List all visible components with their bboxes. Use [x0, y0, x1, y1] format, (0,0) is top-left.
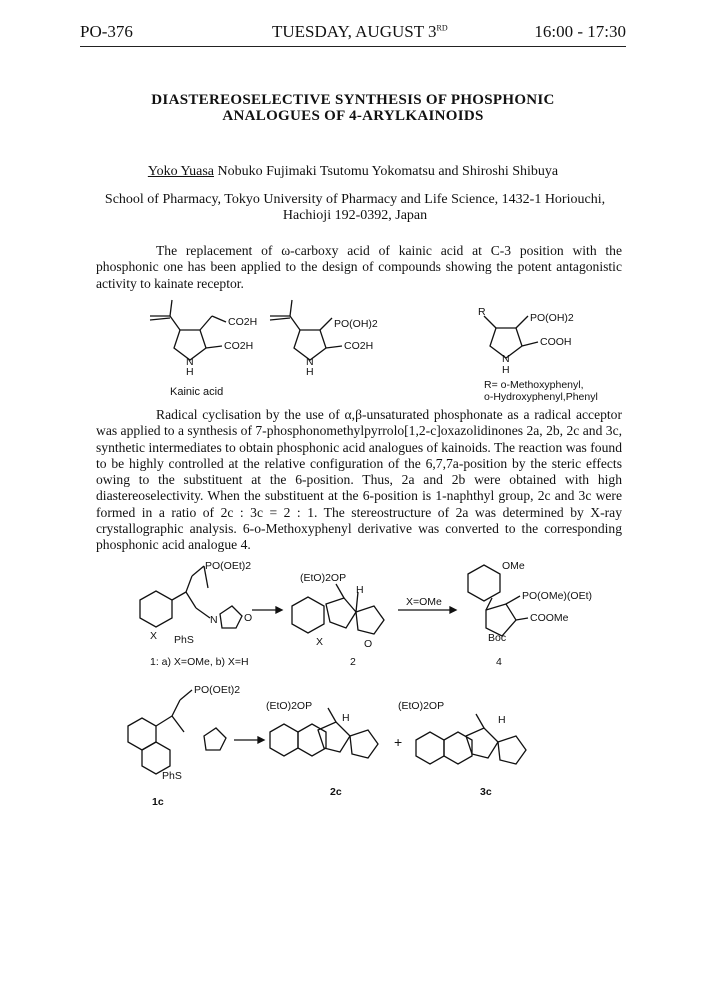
- r-definition-1: R= o-Methoxyphenyl,: [484, 379, 584, 391]
- intro-paragraph: The replacement of ω-carboxy acid of kainic acid at C-3 position with the phosphonic one has been applied to the design of compounds showing the potent antagonistic activity to kainate receptor.: [96, 243, 622, 291]
- session-time: 16:00 - 17:30: [534, 22, 626, 41]
- phs-label: PhS: [162, 770, 182, 782]
- affiliation-line-2: Hachioji 192-0392, Japan: [282, 208, 428, 223]
- h-label: H: [356, 584, 364, 596]
- compound-3c-structure: [416, 714, 526, 764]
- compound-3c-caption: 3c: [480, 786, 492, 798]
- nitrogen-label: N: [502, 353, 510, 365]
- h-label: H: [498, 714, 506, 726]
- eto-label: (EtO)2OP: [398, 700, 445, 712]
- title-line-1: DIASTEREOSELECTIVE SYNTHESIS OF PHOSPHONIC: [151, 92, 555, 108]
- date-text: TUESDAY, AUGUST 3: [272, 22, 437, 41]
- compound-4-caption: 4: [496, 656, 502, 668]
- co-authors: Nobuko Fujimaki Tsutomu Yokomatsu and Shiroshi Shibuya: [213, 164, 559, 179]
- compound-2c-caption: 2c: [330, 786, 342, 798]
- compound-1c-structure: [128, 690, 226, 774]
- co2h-label: CO2H: [344, 340, 374, 352]
- compound-2c-structure: [270, 708, 378, 758]
- compound-1-structure: [140, 566, 242, 628]
- compound-2-caption: 2: [350, 656, 356, 668]
- phs-label: PhS: [174, 634, 194, 646]
- co2h-label: CO2H: [228, 316, 258, 328]
- cooh-label: COOH: [540, 336, 572, 348]
- r-definition-2: o-Hydroxyphenyl,Phenyl: [484, 391, 598, 403]
- hydrogen-label: H: [502, 364, 510, 376]
- x-label: X: [150, 630, 158, 642]
- phosphonic-kainoid-structure: [270, 300, 342, 360]
- presenting-author: Yoko Yuasa: [147, 164, 214, 179]
- kainic-acid-structure: [150, 300, 226, 360]
- eto-label: (EtO)2OP: [300, 572, 347, 584]
- phosphonic-label: PO(OH)2: [530, 312, 574, 324]
- title-line-2: ANALOGUES OF 4-ARYLKAINOIDS: [222, 108, 484, 124]
- phosphonic-label: PO(OH)2: [334, 318, 378, 330]
- n-label: N: [210, 614, 218, 626]
- h-label: H: [342, 712, 350, 724]
- coome-label: COOMe: [530, 612, 569, 624]
- plus-sign: +: [394, 734, 403, 750]
- pome-label: PO(OMe)(OEt): [522, 590, 592, 602]
- nitrogen-label: N: [306, 356, 314, 368]
- poet-label: PO(OEt)2: [205, 560, 252, 572]
- x-label: X: [316, 636, 324, 648]
- r-group-label: R: [478, 306, 486, 318]
- o-label: O: [364, 638, 373, 650]
- eto-label: (EtO)2OP: [266, 700, 313, 712]
- kainic-acid-label: Kainic acid: [170, 386, 224, 398]
- hydrogen-label: H: [186, 366, 194, 378]
- x-ome-label: X=OMe: [406, 596, 442, 608]
- co2h-label: CO2H: [224, 340, 254, 352]
- poster-code: PO-376: [80, 22, 133, 41]
- o-label: O: [244, 612, 253, 624]
- results-paragraph: Radical cyclisation by the use of α,β-unsaturated phosphonate as a radical acceptor was applied to a synthesis of 7-phosphonomethylpyrrolo[1,2-c]oxazolidinones 2a, 2b, 2c and 3c, synthetic intermediates to obtain phosphonic acid analogues of kainoids. The reaction was found to be highly controlled at the relative configuration of the 6,7,7a-position by the steric effects owing to the substituent at the 6-position. Thus, 2a and 2b were obtained with high diastereoselectivity. When the substituent at the 6-position is 1-naphthyl group, 2c and 3c were formed in a ratio of 2c : 3c = 2 : 1. The stereostructure of 2a was determined by X-ray crystallographic analysis. 6-o-Methoxyphenyl derivative was converted to the corresponding phosphonic acid analogue 4.: [96, 407, 622, 553]
- compound-1c-caption: 1c: [152, 796, 164, 808]
- ome-label: OMe: [502, 560, 525, 572]
- compound-4-structure: [468, 565, 528, 636]
- affiliation-line-1: School of Pharmacy, Tokyo University of Pharmacy and Life Science, 1432-1 Horiouchi,: [104, 192, 606, 207]
- nitrogen-label: N: [186, 356, 194, 368]
- hydrogen-label: H: [306, 366, 314, 378]
- boc-label: Boc: [488, 632, 507, 644]
- date-suffix: RD: [436, 23, 448, 33]
- compound-2-structure: [292, 584, 384, 634]
- compound-1-caption: 1: a) X=OMe, b) X=H: [150, 656, 249, 668]
- poet-label: PO(OEt)2: [194, 684, 241, 696]
